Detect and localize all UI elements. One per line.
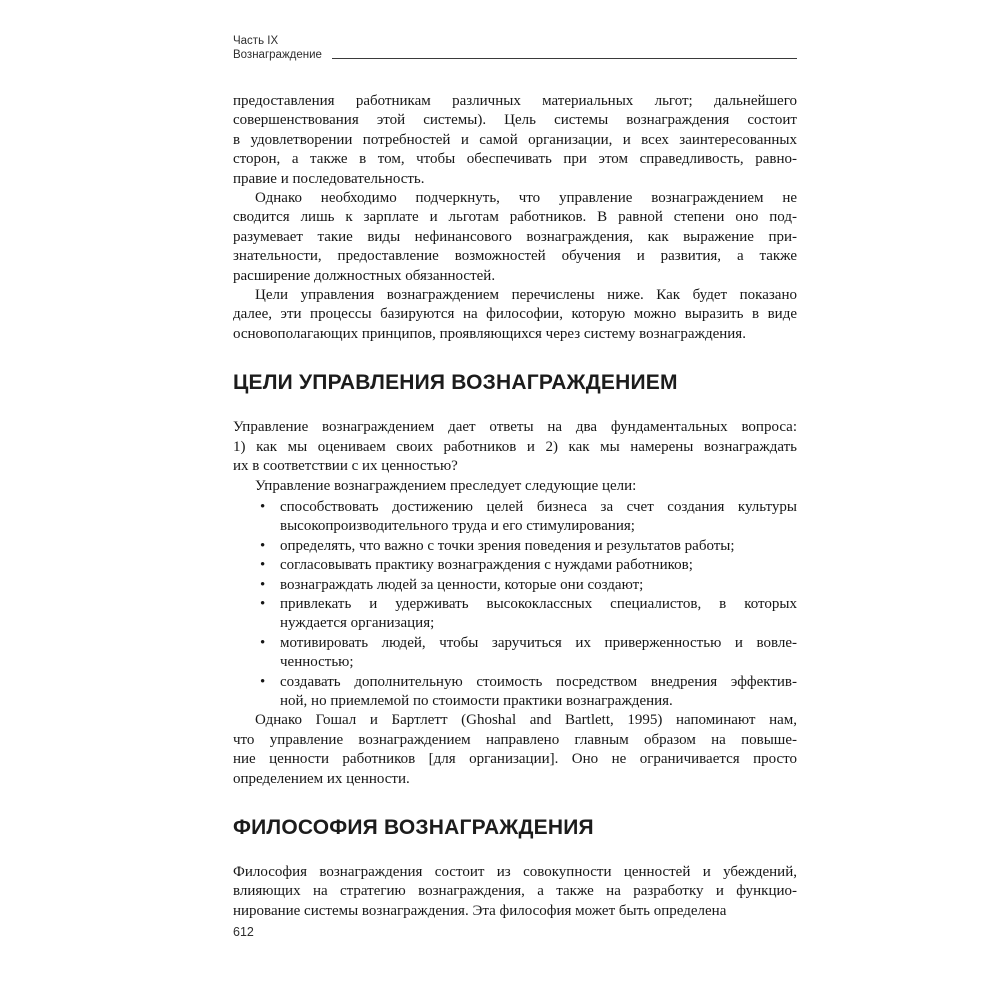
bullet-icon: • <box>260 498 266 515</box>
text-line: нуждается организация; <box>280 615 435 632</box>
bullet-item <box>233 537 797 556</box>
bullet-icon: • <box>260 595 266 612</box>
text-line: высокопроизводительного труда и его стимулирования; <box>280 518 635 535</box>
text-line: ной, но приемлемой по стоимости практики вознаграждения. <box>280 692 673 709</box>
text-line: влияющих на стратегию вознаграждения, а также на разработку и функцио- <box>233 883 797 900</box>
text-line: сводится лишь к зарплате и льготам работников. В равной степени оно под- <box>233 209 797 226</box>
text-line: ченностью; <box>280 654 354 671</box>
bullet-list <box>233 498 797 711</box>
bullet-icon: • <box>260 537 266 554</box>
running-head <box>233 34 797 62</box>
bullet-item <box>233 556 797 575</box>
paragraph <box>233 863 797 921</box>
text-line: определять, что важно с точки зрения поведения и результатов работы; <box>280 537 735 554</box>
text-line: их в соответствии с их ценностью? <box>233 458 458 475</box>
text-line: ние ценности работников [для организации]. Оно не ограничивается просто <box>233 751 797 768</box>
bullet-icon: • <box>260 634 266 651</box>
paragraph <box>233 92 797 189</box>
text-line: расширение должностных обязанностей. <box>233 267 496 284</box>
text-line: сторон, а также в том, чтобы обеспечивать при этом справедливость, равно- <box>233 151 797 168</box>
bullet-item <box>233 576 797 595</box>
text-line: Однако Гошал и Бартлетт (Ghoshal and Bartlett, 1995) напоминают нам, <box>255 712 797 729</box>
page-content <box>233 92 797 921</box>
text-line: Философия вознаграждения состоит из совокупности ценностей и убеждений, <box>233 864 797 880</box>
text-line: 1) как мы оцениваем своих работников и 2) как мы намерены вознаграждать <box>233 438 797 455</box>
paragraph <box>233 711 797 789</box>
part-label: Часть IX <box>233 35 279 47</box>
bullet-icon: • <box>260 673 266 690</box>
text-line: вознаграждать людей за ценности, которые они создают; <box>280 576 644 593</box>
text-line: правие и последовательность. <box>233 170 425 187</box>
text-line: в удовлетворении потребностей и самой организации, и всех заинтересованных <box>233 131 797 148</box>
text-line: способствовать достижению целей бизнеса за счет создания культуры <box>280 498 797 515</box>
paragraph <box>233 418 797 476</box>
bullet-item <box>233 634 797 673</box>
text-line: мотивировать людей, чтобы заручиться их приверженностью и вовле- <box>280 634 797 651</box>
text-line: разумевает такие виды нефинансового вознаграждения, как выражение при- <box>233 228 797 245</box>
text-line: знательности, предоставление возможностей обучения и развития, а также <box>233 248 797 265</box>
content-column <box>233 34 797 921</box>
text-line: предоставления работникам различных материальных льгот; дальнейшего <box>233 93 797 109</box>
text-line: основополагающих принципов, проявляющихся через систему вознаграждения. <box>233 325 746 342</box>
text-line: нирование системы вознаграждения. Эта философия может быть определена <box>233 902 727 919</box>
paragraph <box>233 477 797 496</box>
bullet-item <box>233 673 797 712</box>
section-heading: ФИЛОСОФИЯ ВОЗНАГРАЖДЕНИЯ <box>233 816 594 839</box>
section-heading: ЦЕЛИ УПРАВЛЕНИЯ ВОЗНАГРАЖДЕНИЕМ <box>233 371 678 395</box>
text-line: согласовывать практику вознаграждения с нуждами работников; <box>280 557 693 574</box>
text-line: что управление вознаграждением направлено главным образом на повыше- <box>233 731 797 748</box>
text-line: определением их ценности. <box>233 770 410 787</box>
text-line: создавать дополнительную стоимость посредством внедрения эффектив- <box>280 673 797 690</box>
bullet-item <box>233 595 797 634</box>
text-line: совершенствования этой системы). Цель системы вознаграждения состоит <box>233 112 797 129</box>
part-title-row <box>233 48 797 62</box>
text-line: далее, эти процессы базируются на философии, которую можно выразить в виде <box>233 306 797 323</box>
text-line: привлекать и удерживать высококлассных специалистов, в которых <box>280 595 797 612</box>
paragraph <box>233 189 797 286</box>
bullet-item <box>233 498 797 537</box>
text-line: Цели управления вознаграждением перечислены ниже. Как будет показано <box>255 287 797 304</box>
page-number: 612 <box>233 925 254 939</box>
text-line: Управление вознаграждением преследует следующие цели: <box>255 477 637 494</box>
text-line: Управление вознаграждением дает ответы на два фундаментальных вопроса: <box>233 419 797 436</box>
text-line: Однако необходимо подчеркнуть, что управление вознаграждением не <box>255 190 797 207</box>
part-title: Вознаграждение <box>233 49 322 61</box>
paragraph <box>233 286 797 344</box>
bullet-icon: • <box>260 576 266 593</box>
bullet-icon: • <box>260 557 266 574</box>
header-rule <box>332 58 797 59</box>
